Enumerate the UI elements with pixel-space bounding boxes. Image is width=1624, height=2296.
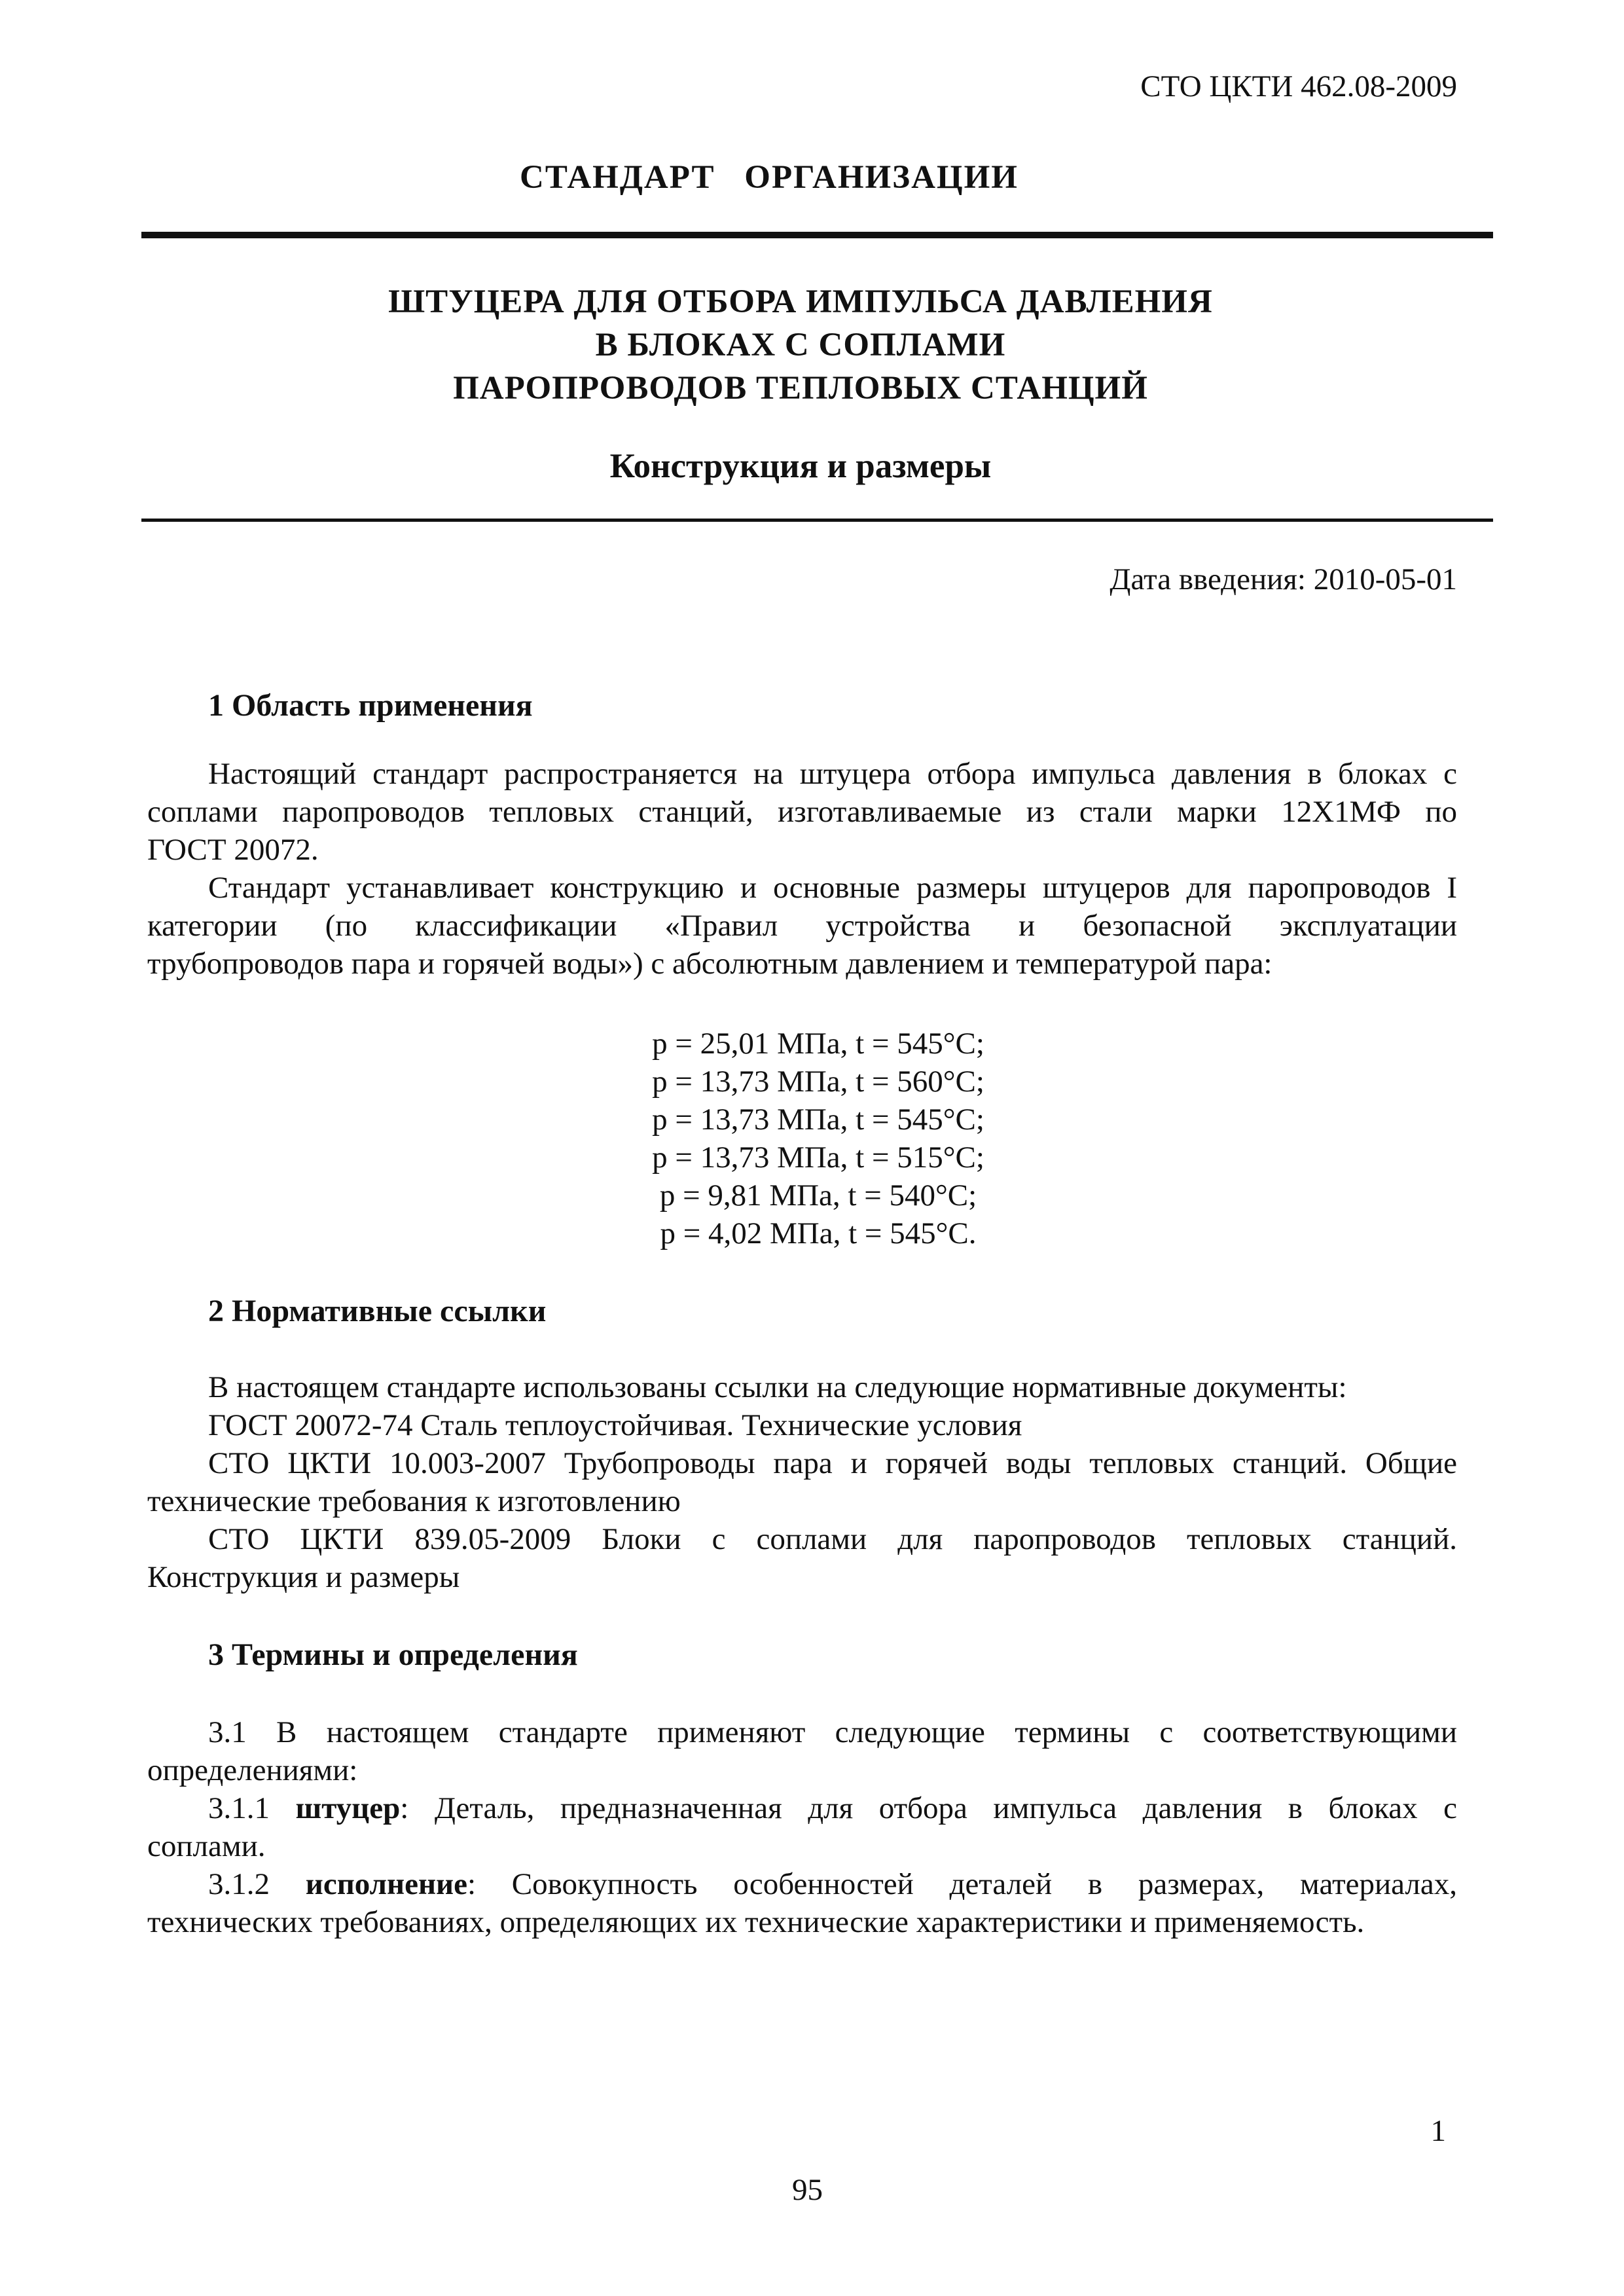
section-1-paragraph-2 [147, 869, 1457, 983]
clause-3-1 [147, 1713, 1457, 1789]
introduction-date: Дата введения: 2010-05-01 [1110, 562, 1457, 596]
section-1-paragraph-1 [147, 755, 1457, 869]
title-line-1: ШТУЦЕРА ДЛЯ ОТБОРА ИМПУЛЬСА ДАВЛЕНИЯ [388, 283, 1213, 320]
document-subtitle: Конструкция и размеры [609, 447, 992, 485]
term-name: штуцер [295, 1791, 401, 1825]
text-line: СТО ЦКТИ 839.05-2009 Блоки с соплами для паропроводов тепловых станций. [208, 1522, 1457, 1556]
section-3-heading: 3 Термины и определения [208, 1637, 578, 1672]
bottom-divider [141, 519, 1493, 522]
text-line: Настоящий стандарт распространяется на штуцера отбора импульса давления в блоках с [208, 757, 1457, 791]
parameter-item: p = 13,73 МПа, t = 515°С; [652, 1140, 984, 1175]
section-2-intro [147, 1368, 1457, 1406]
parameter-item: p = 25,01 МПа, t = 545°С; [652, 1027, 984, 1061]
text-line: СТО ЦКТИ 10.003-2007 Трубопроводы пара и горячей воды тепловых станций. Общие [208, 1446, 1457, 1480]
clause-3-1-1 [147, 1789, 1457, 1865]
text-line: трубопроводов пара и горячей воды») с абсолютным давлением и температурой пара: [147, 947, 1272, 981]
term-name: исполнение [305, 1867, 467, 1901]
section-2-heading: 2 Нормативные ссылки [208, 1294, 547, 1328]
parameter-list [589, 1025, 1047, 1252]
clause-number: 3.1.2 [208, 1867, 306, 1901]
term-definition: : Деталь, предназначенная для отбора импульса давления в блоках с [400, 1791, 1458, 1825]
title-line-2: В БЛОКАХ С СОПЛАМИ [595, 327, 1006, 363]
text-line [147, 1789, 1457, 1827]
text-line: категории (по классификации «Правил устройства и безопасной эксплуатации [147, 909, 1457, 943]
text-line: Конструкция и размеры [147, 1560, 460, 1594]
text-line: соплами паропроводов тепловых станций, изготавливаемые из стали марки 12Х1МФ по [147, 795, 1457, 829]
clause-3-1-2 [147, 1865, 1457, 1941]
text-line: технических требованиях, определяющих их технические характеристики и применяемость. [147, 1905, 1365, 1939]
text-line: ГОСТ 20072-74 Сталь теплоустойчивая. Технические условия [208, 1408, 1022, 1442]
local-page-number: 1 [1430, 2114, 1446, 2148]
top-divider [141, 232, 1493, 238]
parameter-item: p = 9,81 МПа, t = 540°С; [659, 1178, 977, 1212]
text-line: 3.1 В настоящем стандарте применяют следующие термины с соответствующими [208, 1715, 1457, 1749]
reference-1 [147, 1406, 1457, 1444]
text-line: ГОСТ 20072. [147, 833, 319, 867]
document-title [0, 280, 1601, 410]
title-line-3: ПАРОПРОВОДОВ ТЕПЛОВЫХ СТАНЦИЙ [453, 370, 1148, 407]
document-code: СТО ЦКТИ 462.08-2009 [1140, 69, 1457, 103]
parameter-item: p = 13,73 МПа, t = 560°С; [652, 1065, 984, 1099]
clause-number: 3.1.1 [208, 1791, 296, 1825]
section-1-heading: 1 Область применения [208, 688, 533, 723]
text-line [147, 1865, 1457, 1903]
text-line: Стандарт устанавливает конструкцию и основные размеры штуцеров для паропроводов I [208, 871, 1457, 905]
text-line: определениями: [147, 1753, 358, 1787]
reference-3 [147, 1520, 1457, 1596]
organization-standard-heading: СТАНДАРТ ОРГАНИЗАЦИИ [520, 159, 1019, 196]
text-line: соплами. [147, 1829, 266, 1863]
parameter-item: p = 13,73 МПа, t = 545°С; [652, 1102, 984, 1137]
reference-2 [147, 1444, 1457, 1520]
parameter-item: p = 4,02 МПа, t = 545°С. [660, 1216, 977, 1250]
text-line: В настоящем стандарте использованы ссылки на следующие нормативные документы: [208, 1370, 1347, 1404]
global-page-number: 95 [792, 2173, 823, 2207]
term-definition: : Совокупность особенностей деталей в размерах, материалах, [467, 1867, 1458, 1901]
text-line: технические требования к изготовлению [147, 1484, 681, 1518]
